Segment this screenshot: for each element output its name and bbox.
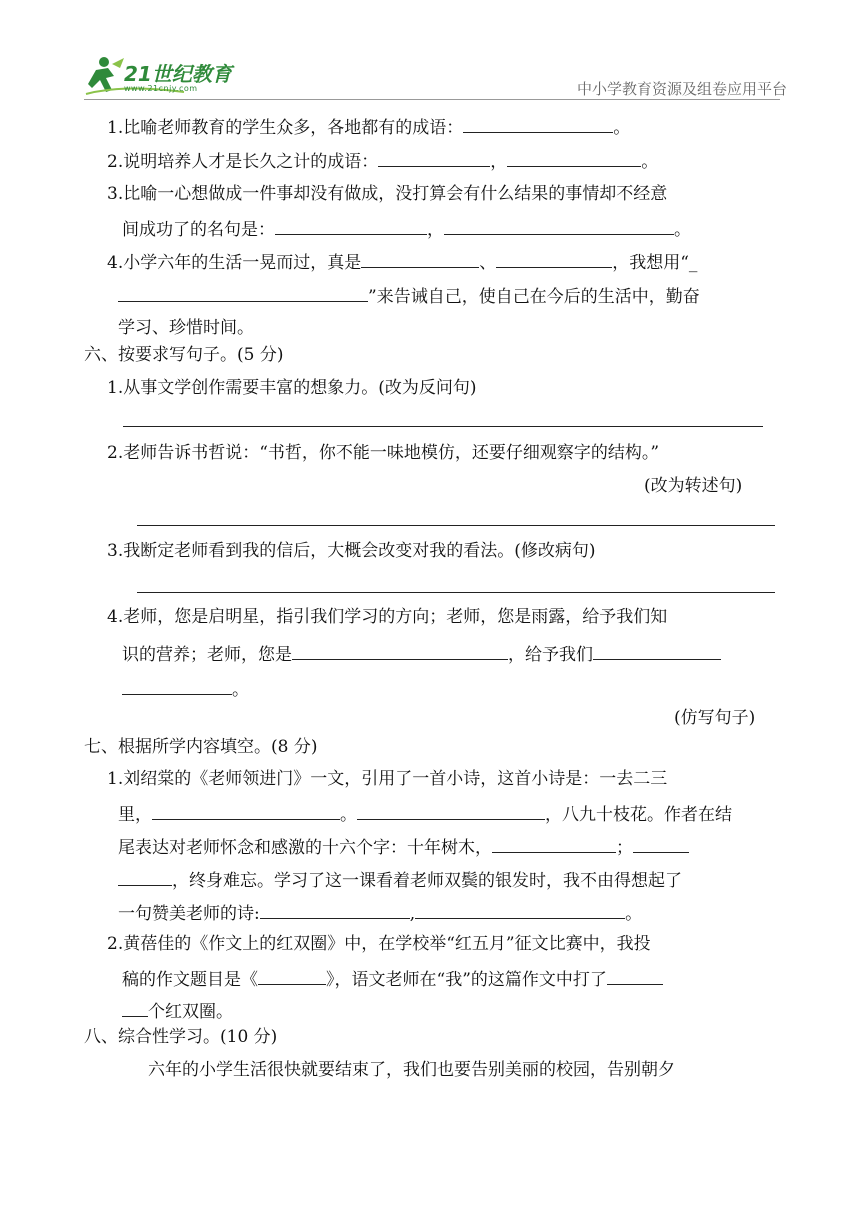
s7-q1-text: ，八九十枝花。作者在结 xyxy=(545,805,732,825)
s7-q2-text: 》，语文老师在“我”的这篇作文中打了 xyxy=(326,970,607,990)
answer-line[interactable] xyxy=(123,426,763,427)
q1-line xyxy=(107,114,630,138)
s7-q1-line2 xyxy=(118,801,732,825)
punct: 。 xyxy=(625,904,643,924)
logo-url: www.21cnjy.com xyxy=(124,84,198,93)
s6-q4-note: (仿写句子) xyxy=(674,708,756,728)
answer-blank[interactable] xyxy=(444,216,674,235)
s8-paragraph: 六年的小学生活很快就要结束了，我们也要告别美丽的校园，告别朝夕 xyxy=(148,1060,675,1080)
s7-q1-line3 xyxy=(118,834,689,858)
s7-q2-text: 稿的作文题目是《 xyxy=(122,970,258,990)
header-divider xyxy=(84,99,780,100)
s6-q1: 1.从事文学创作需要丰富的想象力。(改为反问句) xyxy=(107,378,477,398)
s7-q1-text: 里， xyxy=(118,805,152,825)
q4-text: ”来告诫自己，使自己在今后的生活中，勤奋 xyxy=(368,287,700,307)
q3-line1: 3.比喻一心想做成一件事却没有做成，没打算会有什么结果的事情却不经意 xyxy=(107,184,668,204)
section-6-title: 六、按要求写句子。(5 分) xyxy=(84,345,284,365)
answer-blank[interactable] xyxy=(361,249,479,268)
s7-q1-line5 xyxy=(118,900,642,924)
answer-blank[interactable] xyxy=(492,834,616,853)
platform-name: 中小学教育资源及组卷应用平台 xyxy=(577,80,788,98)
s6-q4-line3 xyxy=(122,676,249,700)
punct: ， xyxy=(427,220,444,240)
punct: 。 xyxy=(340,805,357,825)
answer-blank[interactable] xyxy=(496,249,612,268)
section-8-title: 八、综合性学习。(10 分) xyxy=(84,1027,278,1047)
s6-q2-note: (改为转述句) xyxy=(644,476,743,496)
answer-blank[interactable] xyxy=(275,216,427,235)
answer-blank[interactable] xyxy=(258,966,326,985)
punct: , xyxy=(409,904,416,924)
answer-blank[interactable] xyxy=(593,641,721,660)
q4-line1 xyxy=(107,249,697,273)
answer-blank[interactable] xyxy=(463,114,613,133)
punct: 。 xyxy=(613,118,631,138)
q4-text: 4.小学六年的生活一晃而过，真是 xyxy=(107,253,362,273)
punct: 、 xyxy=(479,253,497,273)
answer-line[interactable] xyxy=(137,525,775,526)
answer-line[interactable] xyxy=(137,592,775,593)
s6-q4-line2 xyxy=(122,641,721,665)
punct: 。 xyxy=(674,220,691,240)
s6-q3: 3.我断定老师看到我的信后，大概会改变对我的看法。(修改病句) xyxy=(107,541,596,561)
s7-q1-text: ，终身难忘。学习了这一课看着老师双鬓的银发时，我不由得想起了 xyxy=(172,871,682,891)
s7-q2-line1: 2.黄蓓佳的《作文上的红双圈》中，在学校举“红五月”征文比赛中，我投 xyxy=(107,934,651,954)
s6-q4-text: 识的营养；老师，您是 xyxy=(122,645,292,665)
answer-blank[interactable] xyxy=(415,900,625,919)
s7-q1-line1: 1.刘绍棠的《老师领进门》一文，引用了一首小诗，这首小诗是：一去二三 xyxy=(107,769,668,789)
s6-q2: 2.老师告诉书哲说：“书哲，你不能一味地模仿，还要仔细观察字的结构。” xyxy=(107,443,660,463)
logo-text: 21世纪教育 xyxy=(124,62,232,86)
s7-q1-text: 一句赞美老师的诗: xyxy=(118,904,260,924)
answer-blank[interactable] xyxy=(378,148,490,167)
s7-q1-line4 xyxy=(118,867,682,891)
answer-blank[interactable] xyxy=(118,283,368,302)
answer-blank[interactable] xyxy=(118,867,172,886)
answer-blank[interactable] xyxy=(122,676,232,695)
q1-text: 1.比喻老师教育的学生众多，各地都有的成语： xyxy=(107,118,464,138)
s7-q2-line3 xyxy=(122,998,233,1022)
answer-blank[interactable] xyxy=(357,801,545,820)
q3-text: 间成功了的名句是： xyxy=(122,220,275,240)
punct: ， xyxy=(490,152,508,172)
q3-line2 xyxy=(122,216,691,240)
s6-q4-line1: 4.老师，您是启明星，指引我们学习的方向；老师，您是雨露，给予我们知 xyxy=(107,607,668,627)
q2-line xyxy=(107,148,658,172)
punct: ； xyxy=(616,838,633,858)
s7-q2-line2 xyxy=(122,966,663,990)
answer-blank[interactable] xyxy=(122,998,148,1017)
section-7-title: 七、根据所学内容填空。(8 分) xyxy=(84,737,318,757)
answer-blank[interactable] xyxy=(507,148,641,167)
s6-q4-text: ，给予我们 xyxy=(508,645,593,665)
answer-blank[interactable] xyxy=(607,966,663,985)
answer-blank[interactable] xyxy=(633,834,689,853)
q4-line2 xyxy=(118,283,700,307)
answer-blank[interactable] xyxy=(292,641,508,660)
s7-q1-text: 尾表达对老师怀念和感激的十六个字：十年树木， xyxy=(118,838,492,858)
s7-q2-text: 个红双圈。 xyxy=(148,1002,233,1022)
q4-text: ，我想用“_ xyxy=(612,253,698,273)
answer-blank[interactable] xyxy=(152,801,340,820)
q4-line3: 学习、珍惜时间。 xyxy=(118,318,254,338)
answer-blank[interactable] xyxy=(260,900,410,919)
punct: 。 xyxy=(641,152,659,172)
punct: 。 xyxy=(232,680,249,700)
q2-text: 2.说明培养人才是长久之计的成语： xyxy=(107,152,379,172)
